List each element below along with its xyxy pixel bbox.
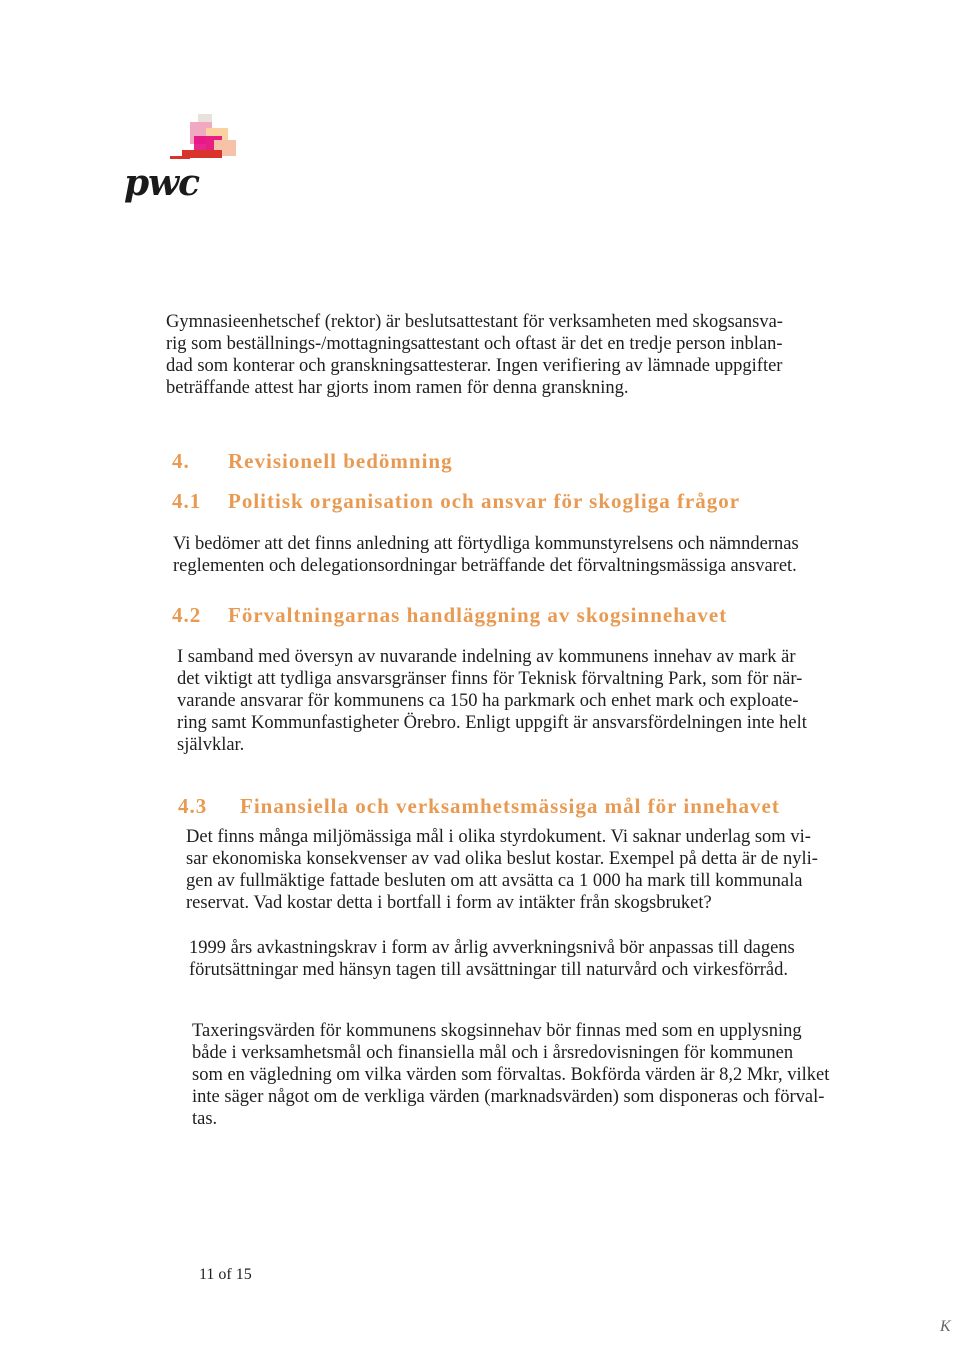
intro-paragraph — [166, 311, 783, 399]
text-line: Gymnasieenhetschef (rektor) är beslutsattestant för verksamheten med skogsansva- — [166, 312, 783, 332]
text-line: ring samt Kommunfastigheter Örebro. Enligt uppgift är ansvarsfördelningen inte helt — [177, 713, 807, 733]
section-number: 4.1 — [172, 489, 202, 513]
section-number: 4.3 — [178, 794, 208, 818]
text-line: rig som beställnings-/mottagningsattestant och oftast är det en tredje person inblan- — [166, 334, 783, 354]
text-line: inte säger något om de verkliga värden (marknadsvärden) som disponeras och förval- — [192, 1087, 825, 1107]
text-line: reservat. Vad kostar detta i bortfall i form av intäkter från skogsbruket? — [186, 893, 712, 913]
text-line: förutsättningar med hänsyn tagen till avsättningar till naturvård och virkesförråd. — [189, 960, 789, 980]
text-line: beträffande attest har gjorts inom ramen för denna granskning. — [166, 378, 629, 398]
text-line: både i verksamhetsmål och finansiella mål och i årsredovisningen för kommunen — [192, 1043, 794, 1063]
text-line: I samband med översyn av nuvarande indelning av kommunens innehav av mark är — [177, 647, 796, 667]
text-line: reglementen och delegationsordningar beträffande det förvaltningsmässiga ansvaret. — [173, 556, 797, 576]
heading-section-4-3 — [178, 794, 780, 819]
section-title: Förvaltningarnas handläggning av skogsinnehavet — [228, 603, 728, 627]
text-line: dad som konterar och granskningsattesterar. Ingen verifiering av lämnade uppgifter — [166, 356, 783, 376]
heading-section-4-2 — [172, 603, 727, 628]
text-line: Vi bedömer att det finns anledning att förtydliga kommunstyrelsens och nämndernas — [173, 534, 799, 554]
logo-wordmark: pwc — [124, 162, 200, 204]
section-4-1-paragraph — [173, 533, 799, 577]
text-line: tas. — [192, 1109, 218, 1129]
handwritten-initials: K — [940, 1318, 951, 1335]
page-number: 11 of 15 — [199, 1266, 252, 1283]
text-line: varande ansvarar för kommunens ca 150 ha parkmark och enhet mark och exploate- — [177, 691, 799, 711]
text-line: 1999 års avkastningskrav i form av årlig avverkningsnivå bör anpassas till dagens — [189, 938, 795, 958]
section-number: 4.2 — [172, 603, 202, 627]
text-line: självklar. — [177, 735, 245, 755]
section-title: Finansiella och verksamhetsmässiga mål för innehavet — [240, 794, 780, 818]
section-title: Revisionell bedömning — [228, 449, 453, 473]
pwc-logo — [124, 110, 254, 210]
section-4-3-paragraph-1 — [186, 826, 818, 914]
heading-section-4 — [172, 449, 453, 474]
text-line: sar ekonomiska konsekvenser av vad olika beslut kostar. Exempel på detta är de nyli- — [186, 849, 818, 869]
section-4-2-paragraph — [177, 646, 807, 756]
logo-color-blocks — [174, 110, 244, 170]
text-line: Taxeringsvärden för kommunens skogsinnehav bör finnas med som en upplysning — [192, 1021, 802, 1041]
text-line: som en vägledning om vilka värden som förvaltas. Bokförda värden är 8,2 Mkr, vilket — [192, 1065, 830, 1085]
section-title: Politisk organisation och ansvar för skogliga frågor — [228, 489, 741, 513]
heading-section-4-1 — [172, 489, 740, 514]
section-4-3-paragraph-3 — [192, 1020, 829, 1130]
section-number: 4. — [172, 449, 190, 473]
text-line: Det finns många miljömässiga mål i olika styrdokument. Vi saknar underlag som vi- — [186, 827, 811, 847]
section-4-3-paragraph-2 — [189, 937, 795, 981]
text-line: gen av fullmäktige fattade besluten om att avsätta ca 1 000 ha mark till kommunala — [186, 871, 803, 891]
text-line: det viktigt att tydliga ansvarsgränser finns för Teknisk förvaltning Park, som för när- — [177, 669, 803, 689]
